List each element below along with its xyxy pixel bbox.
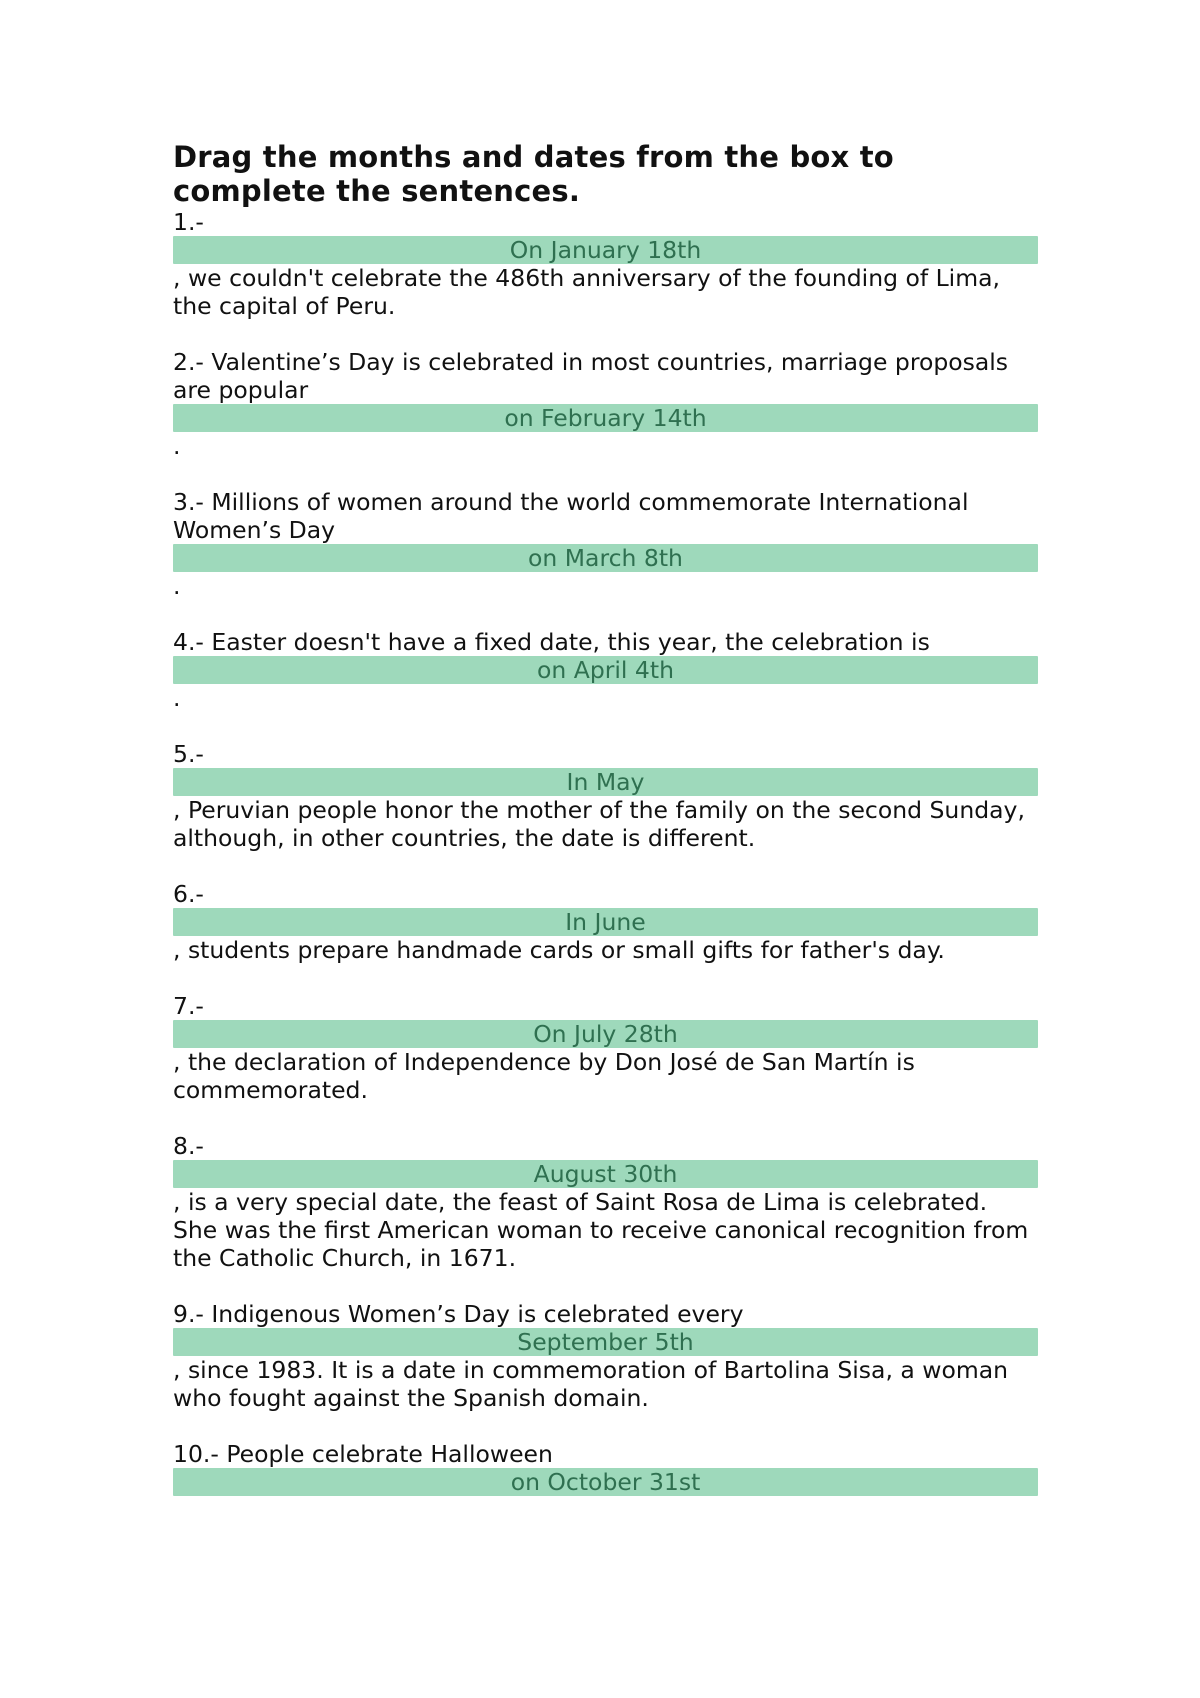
- question-4-before: 4.- Easter doesn't have a fixed date, this year, the celebration is: [173, 628, 930, 656]
- question-5-after: , Peruvian people honor the mother of the family on the second Sunday, although, in other countries, the date is different.: [173, 796, 1025, 852]
- question-1: [173, 208, 1038, 320]
- question-7-answer-drop-zone[interactable]: On July 28th: [173, 1020, 1038, 1048]
- question-9-before: 9.- Indigenous Women’s Day is celebrated every: [173, 1300, 744, 1328]
- question-5: [173, 740, 1038, 852]
- question-8-after: , is a very special date, the feast of Saint Rosa de Lima is celebrated. She was the first American woman to receive canonical recognition from the Catholic Church, in 1671.: [173, 1188, 1029, 1272]
- question-2-after: .: [173, 432, 181, 460]
- question-1-answer-drop-zone[interactable]: On January 18th: [173, 236, 1038, 264]
- question-6-after: , students prepare handmade cards or small gifts for father's day.: [173, 936, 945, 964]
- question-7-after: , the declaration of Independence by Don José de San Martín is commemorated.: [173, 1048, 915, 1104]
- question-4-answer-drop-zone[interactable]: on April 4th: [173, 656, 1038, 684]
- question-7-before: 7.-: [173, 992, 204, 1020]
- question-5-before: 5.-: [173, 740, 204, 768]
- question-4-after: .: [173, 684, 181, 712]
- question-1-after: , we couldn't celebrate the 486th anniversary of the founding of Lima, the capital of Peru.: [173, 264, 1000, 320]
- question-10-answer-drop-zone[interactable]: on October 31st: [173, 1468, 1038, 1496]
- question-6: [173, 880, 1038, 964]
- question-3-before: 3.- Millions of women around the world commemorate International Women’s Day: [173, 488, 969, 544]
- question-6-before: 6.-: [173, 880, 204, 908]
- question-2: [173, 348, 1038, 460]
- question-4: [173, 628, 1038, 712]
- question-9: [173, 1300, 1038, 1412]
- worksheet: [173, 140, 1038, 1496]
- question-5-answer-drop-zone[interactable]: In May: [173, 768, 1038, 796]
- question-8-before: 8.-: [173, 1132, 204, 1160]
- question-2-answer-drop-zone[interactable]: on February 14th: [173, 404, 1038, 432]
- question-10: [173, 1440, 1038, 1496]
- question-8-answer-drop-zone[interactable]: August 30th: [173, 1160, 1038, 1188]
- question-9-after: , since 1983. It is a date in commemoration of Bartolina Sisa, a woman who fought against the Spanish domain.: [173, 1356, 1009, 1412]
- question-8: [173, 1132, 1038, 1272]
- question-1-before: 1.-: [173, 208, 204, 236]
- question-7: [173, 992, 1038, 1104]
- question-2-before: 2.- Valentine’s Day is celebrated in most countries, marriage proposals are popular: [173, 348, 1009, 404]
- question-10-before: 10.- People celebrate Halloween: [173, 1440, 553, 1468]
- worksheet-title: Drag the months and dates from the box to complete the sentences.: [173, 140, 894, 208]
- question-3-answer-drop-zone[interactable]: on March 8th: [173, 544, 1038, 572]
- question-6-answer-drop-zone[interactable]: In June: [173, 908, 1038, 936]
- question-3-after: .: [173, 572, 181, 600]
- question-9-answer-drop-zone[interactable]: September 5th: [173, 1328, 1038, 1356]
- question-3: [173, 488, 1038, 600]
